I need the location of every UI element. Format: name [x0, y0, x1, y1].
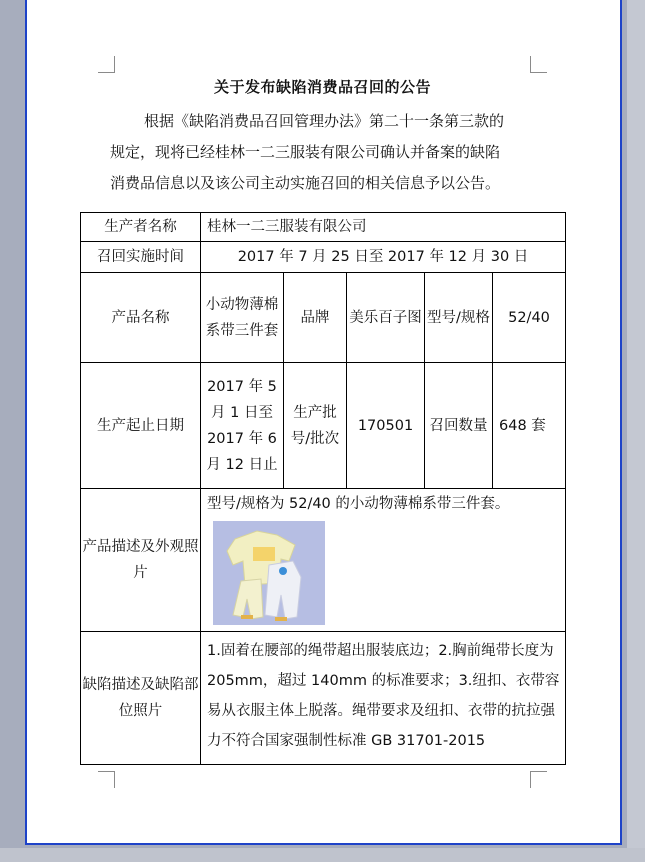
vertical-scrollbar[interactable]: [627, 0, 645, 862]
recall-info-table: [80, 212, 566, 765]
defect-label: 缺陷描述及缺陷部位照片: [81, 632, 201, 765]
intro-line: 消费品信息以及该公司主动实施召回的相关信息予以公告。: [110, 174, 501, 192]
intro-line: 规定，现将已经桂林一二三服装有限公司确认并备案的缺陷: [110, 143, 501, 161]
producer-value: 桂林一二三服装有限公司: [201, 213, 566, 242]
producer-label: 生产者名称: [81, 213, 201, 242]
crop-mark-bottom-left: [98, 771, 115, 788]
model-value: 52/40: [493, 273, 566, 363]
batch-value: 170501: [347, 363, 425, 489]
table-row: [81, 632, 566, 765]
table-row: [81, 242, 566, 273]
intro-paragraph: [110, 106, 540, 199]
table-row: [81, 363, 566, 489]
recall-time-label: 召回实施时间: [81, 242, 201, 273]
product-name-value: 小动物薄棉系带三件套: [201, 273, 284, 363]
crop-mark-top-left: [98, 56, 115, 73]
table-row: [81, 489, 566, 632]
model-label: 型号/规格: [425, 273, 493, 363]
batch-label: 生产批号/批次: [284, 363, 347, 489]
table-row: [81, 273, 566, 363]
product-photo: [213, 521, 325, 625]
brand-label: 品牌: [284, 273, 347, 363]
description-text: 型号/规格为 52/40 的小动物薄棉系带三件套。: [207, 496, 510, 512]
brand-value: 美乐百子图: [347, 273, 425, 363]
recall-time-value: 2017 年 7 月 25 日至 2017 年 12 月 30 日: [201, 242, 566, 273]
production-date-label: 生产起止日期: [81, 363, 201, 489]
recall-qty-label: 召回数量: [425, 363, 493, 489]
defect-cell: [201, 632, 566, 765]
defect-text: 1.固着在腰部的绳带超出服装底边；2.胸前绳带长度为 205mm，超过 140mm 的标准要求；3.纽扣、衣带容易从衣服主体上脱落。绳带要求及纽扣、衣带的抗拉强力不符合国家强制性标准 GB 31701-2015: [207, 643, 560, 749]
production-date-value: 2017 年 5 月 1 日至 2017 年 6 月 12 日止: [201, 363, 284, 489]
recall-qty-value: 648 套: [493, 363, 566, 489]
baby-clothes-photo-icon: [213, 521, 325, 625]
product-name-label: 产品名称: [81, 273, 201, 363]
intro-line: 根据《缺陷消费品召回管理办法》第二十一条第三款的: [144, 112, 505, 130]
document-title: 关于发布缺陷消费品召回的公告: [213, 78, 431, 96]
horizontal-scrollbar[interactable]: [0, 848, 645, 862]
description-label: 产品描述及外观照片: [81, 489, 201, 632]
crop-mark-bottom-right: [530, 771, 547, 788]
description-cell: [201, 489, 566, 632]
table-row: [81, 213, 566, 242]
crop-mark-top-right: [530, 56, 547, 73]
